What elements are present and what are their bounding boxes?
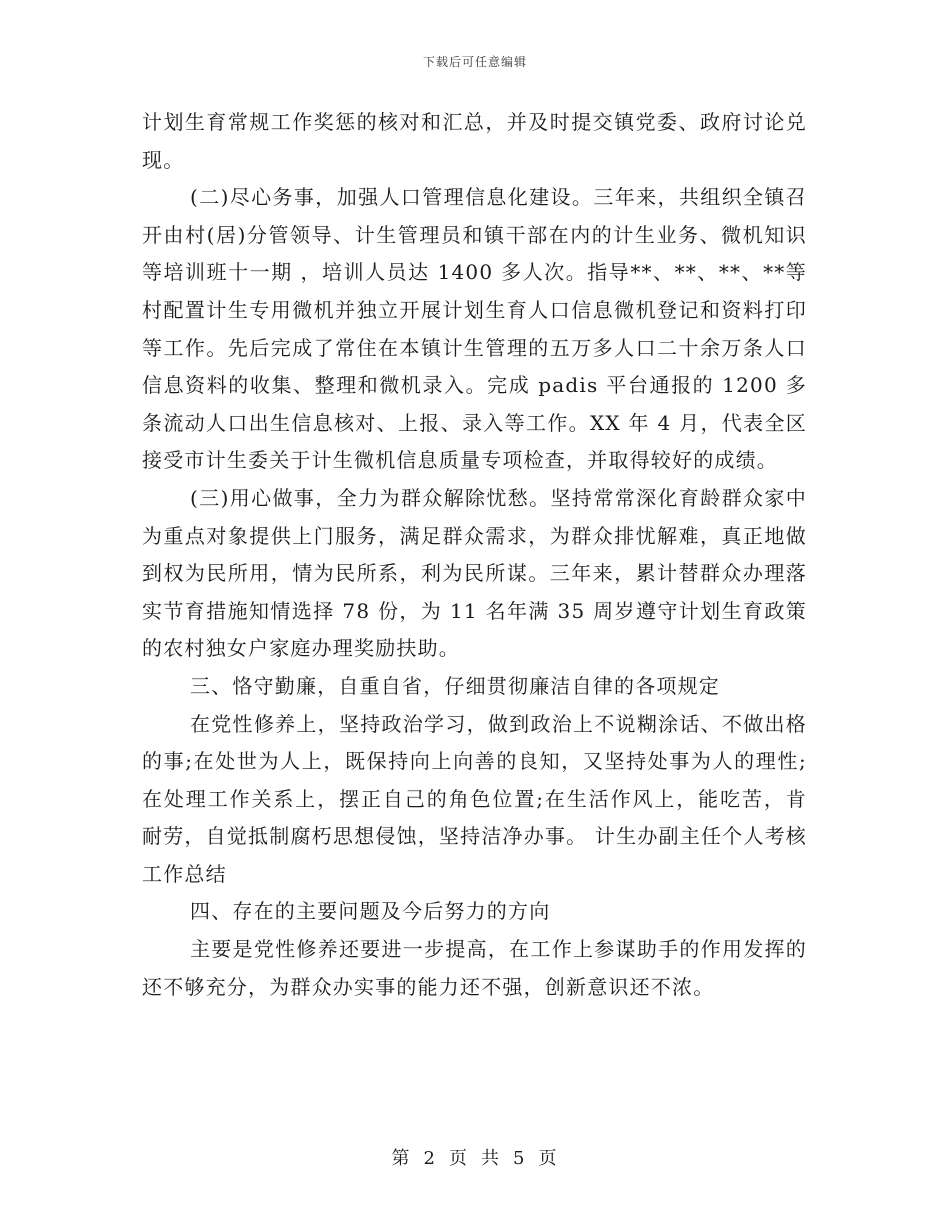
page-label-prefix: 第 [391, 1148, 412, 1169]
page-label-suffix: 页 [538, 1148, 559, 1169]
paragraph-continuation: 计划生育常规工作奖惩的核对和汇总，并及时提交镇党委、政府讨论兑现。 [142, 110, 807, 172]
document-body [142, 104, 807, 1006]
paragraph-party-cultivation: 在党性修养上，坚持政治学习，做到政治上不说糊涂话、不做出格的事;在处世为人上，既保持向上向善的良知，又坚持处事为人的理性;在处理工作关系上，摆正自己的角色位置;在生活作风上，能吃苦，肯耐劳，自觉抵制腐朽思想侵蚀，坚持洁净办事。 计生办副主任个人考核工作总结 [142, 711, 807, 886]
page-label-mid2: 共 [481, 1148, 501, 1169]
page-header: 下载后可任意编辑 [422, 55, 527, 69]
paragraph-informatization: (二)尽心务事，加强人口管理信息化建设。三年来，共组织全镇召开由村(居)分管领导、计生管理员和镇干部在内的计生业务、微机知识等培训班十一期 ，培训人员达 1400 多人次。指导**、**、**、**等村配置计生专用微机并独立开展计划生育人口信息微机登记和资料打印等工作。先后完成了常住在本镇计生管理的五万多人口二十余万条人口信息资料的收集、整理和微机录入。完成 padis 平台通报的 1200 多条流动人口出生信息核对、上报、录入等工作。XX 年 4 月，代表全区接受市计生委关于计生微机信息质量专项检查，并取得较好的成绩。 [142, 185, 807, 473]
section-heading-integrity: 三、恪守勤廉，自重自省，仔细贯彻廉洁自律的各项规定 [190, 673, 720, 698]
total-pages-number: 5 [513, 1148, 527, 1169]
section-heading-problems: 四、存在的主要问题及今后努力的方向 [190, 899, 551, 924]
page-label-mid1: 页 [449, 1148, 469, 1169]
current-page-number: 2 [423, 1148, 437, 1169]
paragraph-problems: 主要是党性修养还要进一步提高，在工作上参谋助手的作用发挥的还不够充分，为群众办实事的能力还不强，创新意识还不浓。 [142, 937, 807, 999]
paragraph-service: (三)用心做事，全力为群众解除忧愁。坚持常常深化育龄群众家中为重点对象提供上门服务，满足群众需求，为群众排忧解难，真正地做到权为民所用，情为民所系，利为民所谋。三年来，累计替群众办理落实节育措施知情选择 78 份，为 11 名年满 35 周岁遵守计划生育政策的农村独女户家庭办理奖励扶助。 [142, 485, 807, 661]
page-footer [0, 1144, 950, 1170]
